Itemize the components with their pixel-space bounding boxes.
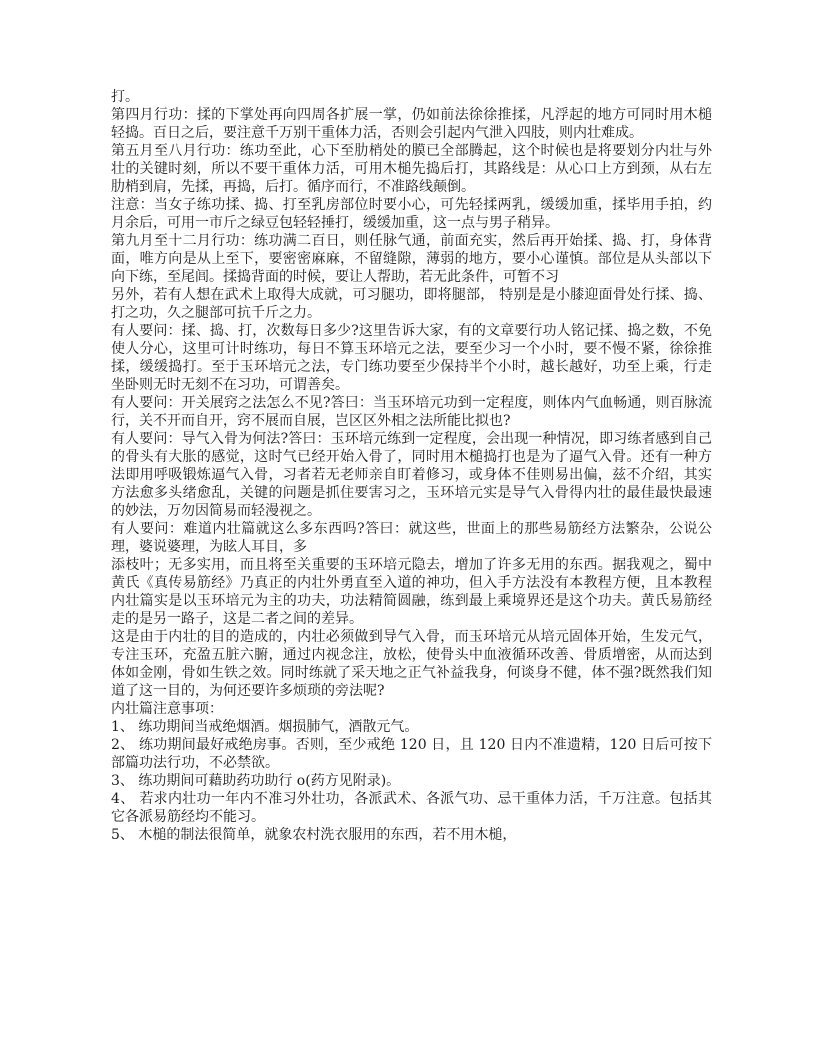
list-item: 1、 练功期间当戒绝烟酒。烟损肺气，酒散元气。 xyxy=(111,719,419,735)
document-body xyxy=(111,88,712,844)
paragraph: 第五月至八月行功：练功至此，心下至肋梢处的膜已全部腾起，这个时候也是将要划分内壮与外壮的关键时刻，所以不要干重体力活，可用木槌先捣后打，其路线是：从心口上方到颈，从右左肋梢到肩，先揉，再捣，后打。循序而行，不准路线颠倒。 xyxy=(111,143,712,195)
paragraph: 有人要问：开关展窍之法怎么不见?答曰：当玉环培元功到一定程度，则体内气血畅通，则百脉流行，关不开而自开，窍不展而自展，岂区区外相之法所能比拟也? xyxy=(111,395,712,429)
paragraph: 另外，若有人想在武术上取得大成就，可习腿功，即将腿部， 特别是是小膝迎面骨处行揉、捣、打之功，久之腿部可抗千斤之力。 xyxy=(111,287,712,321)
paragraph: 有人要问：导气入骨为何法?答曰：玉环培元练到一定程度，会出现一种情况，即习练者感到自己的骨头有大胀的感觉，这时气已经开始入骨了，同时用木槌捣打也是为了逼气入骨。还有一种方法即用呼吸锻炼逼气入骨，习者若无老师亲自盯着修习，或身体不佳则易出偏，兹不介绍，其实方法愈多头绪愈乱，关键的问题是抓住要害习之，玉环培元实是导气入骨得内壮的最佳最快最速的妙法，万勿因简易而轻漫视之。 xyxy=(111,431,712,519)
paragraph: 添枝叶；无多实用，而且将至关重要的玉环培元隐去，增加了许多无用的东西。据我观之，蜀中黄氏《真传易筋经》乃真正的内壮外勇直至入道的神功，但入手方法没有本教程方便，且本教程内壮篇实是以玉环培元为主的功夫，功法精简圆融，练到最上乘境界还是这个功夫。黄氏易筋经走的是另一路子，这是二者之间的差异。 xyxy=(111,557,712,627)
paragraph: 打。 xyxy=(111,89,139,105)
paragraph: 第九月至十二月行功：练功满二百日，则任脉气通，前面充实，然后再开始揉、捣、打，身体背面，唯方向是从上至下，要密密麻麻，不留缝隙，薄弱的地方，要小心谨慎。部位是从头部以下向下练，至尾闾。揉捣背面的时候，要让人帮助，若无此条件，可暂不习 xyxy=(111,233,712,285)
paragraph: 注意：当女子练功揉、捣、打至乳房部位时要小心，可先轻揉两乳，缓缓加重，揉毕用手拍，约月余后，可用一市斤之绿豆包轻轻捶打，缓缓加重，这一点与男子稍异。 xyxy=(111,197,712,231)
list-item: 5、 木槌的制法很简单，就象农村洗衣服用的东西，若不用木槌， xyxy=(111,827,517,843)
paragraph: 有人要问：难道内壮篇就这么多东西吗?答曰：就这些，世面上的那些易筋经方法繁杂，公说公理，婆说婆理，为眩人耳目，多 xyxy=(111,521,712,555)
list-item: 2、 练功期间最好戒绝房事。否则，至少戒绝 120 日，且 120 日内不准遗精，120 日后可按下部篇功法行功，不必禁欲。 xyxy=(111,737,712,771)
paragraph: 有人要问：揉、捣、打，次数每日多少?这里告诉大家，有的文章要行功人铭记揉、捣之数，不免使人分心，这里可计时练功，每日不算玉环培元之法，要至少习一个小时，要不慢不紧，徐徐推揉，缓缓捣打。至于玉环培元之法，专门练功要至少保持半个小时，越长越好，功至上乘，行走坐卧则无时无刻不在习功，可谓善矣。 xyxy=(111,323,712,393)
list-item: 3、 练功期间可藉助药功助行 o(药方见附录)。 xyxy=(111,773,401,789)
paragraph: 这是由于内壮的目的造成的，内壮必须做到导气入骨，而玉环培元从培元固体开始，生发元气，专注玉环，充盈五脏六腑，通过内视念注，放松，使骨头中血液循环改善、骨质增密，从而达到体如金刚，骨如生铁之效。同时练就了采天地之正气补益我身，何谈身不健，体不强?既然我们知道了这一目的，为何还要许多烦琐的旁法呢? xyxy=(111,629,712,699)
paragraph: 第四月行功：揉的下掌处再向四周各扩展一掌，仍如前法徐徐推揉，凡浮起的地方可同时用木槌轻捣。百日之后，要注意千万别干重体力活，否则会引起内气泄入四肢，则内壮难成。 xyxy=(111,107,712,141)
section-heading: 内壮篇注意事项： xyxy=(111,701,223,717)
list-item: 4、 若求内壮功一年内不准习外壮功，各派武术、各派气功、忌干重体力活，千万注意。包括其它各派易筋经均不能习。 xyxy=(111,791,712,825)
